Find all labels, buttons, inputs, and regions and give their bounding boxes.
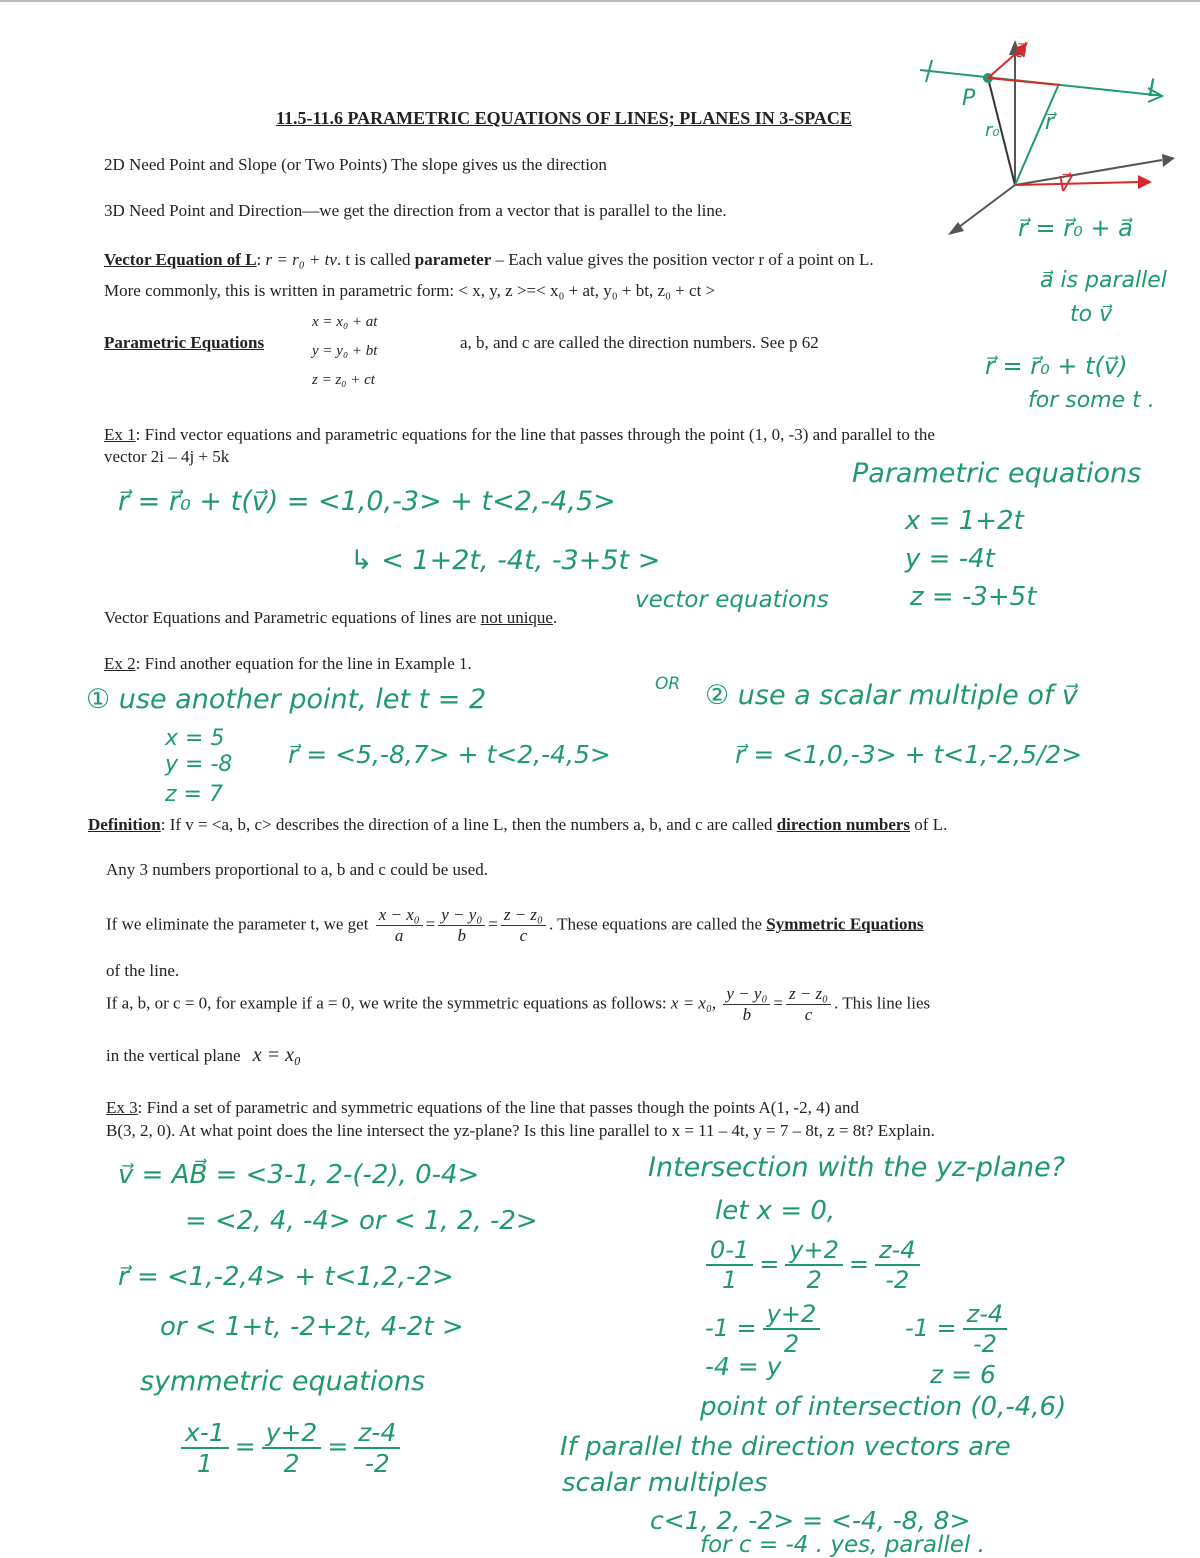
ex3-step-y-lhs: -1 = (705, 1314, 757, 1342)
not-unique-line (104, 608, 557, 628)
ex3-hw-step-y (705, 1300, 826, 1358)
ex3-step-z-frac (963, 1300, 1008, 1358)
ex3-label: Ex 3 (106, 1098, 138, 1117)
ex3-int-z-den: -2 (885, 1266, 910, 1294)
zero-case-end: . This line lies (834, 993, 931, 1013)
ex1-hw-vector-expanded: ↳ < 1+2t, -4t, -3+5t > (350, 545, 661, 576)
ex3-int-x-num: 0-1 (706, 1236, 753, 1266)
vector-equation-line (104, 250, 874, 270)
intro-3d: 3D Need Point and Direction—we get the direction from a vector that is parallel to the line. (104, 201, 727, 220)
parametric-form-line: More commonly, this is written in parametric form: < x, y, z >=< x₀ + at, y₀ + bt, z₀ + ct > (104, 281, 716, 300)
v-vector-arrowhead (1138, 175, 1152, 189)
vector-equation-colon: : (256, 250, 262, 269)
r-vector (1015, 86, 1058, 185)
diagram-for-some-t: for some t . (1028, 388, 1155, 413)
ex3-step-z-den: -2 (972, 1330, 997, 1358)
ex3-hw-r1: r⃗ = <1,-2,4> + t<1,2,-2> (118, 1262, 454, 1292)
ex3-hw-v1: v⃗ = AB⃗ = <3-1, 2-(-2), 0-4> (118, 1160, 480, 1190)
direction-numbers-note: a, b, and c are called the direction numbers. See p 62 (460, 333, 819, 352)
not-unique-end: . (552, 608, 558, 627)
ex1-hw-vector-eq: r⃗ = r⃗₀ + t(v⃗) = <1,0,-3> + t<2,-4,5> (118, 486, 616, 517)
ex3-sym-frac-y (262, 1418, 322, 1478)
ex3-hw-r2: or < 1+t, -2+2t, 4-2t > (160, 1312, 464, 1342)
ex3-step-y-den: 2 (783, 1330, 800, 1358)
zero-frac-z-num: z − z₀ (786, 984, 831, 1005)
sym-frac-y (438, 905, 485, 946)
ex1-text-line1 (104, 425, 935, 445)
ex1-hw-vector-label: vector equations (635, 587, 829, 613)
ex3-sym-z-num: z-4 (354, 1418, 400, 1449)
ex1-hw-y: y = -4t (905, 544, 995, 574)
ex3-step-z-lhs: -1 = (905, 1314, 957, 1342)
y-axis-arrowhead (1162, 154, 1175, 167)
a-vector-along-line (988, 78, 1060, 85)
sym-frac-z (501, 905, 546, 946)
ex1-text-line2: vector 2i – 4j + 5k (104, 447, 230, 466)
diagram-label-P: P (962, 86, 976, 111)
sym-frac-x-den: a (394, 926, 404, 945)
zero-frac-y-den: b (742, 1005, 752, 1024)
sym-eq-1: = (425, 914, 436, 934)
intro-2d: 2D Need Point and Slope (or Two Points) The slope gives us the direction (104, 155, 607, 174)
ex3-hw-parallel-4: for c = -4 . yes, parallel . (700, 1532, 985, 1558)
ex3-int-x-den: 1 (721, 1266, 738, 1294)
ex3-hw-v2: = <2, 4, -4> or < 1, 2, -2> (185, 1206, 538, 1236)
definition-text-b: of L. (910, 815, 948, 834)
vector-equation-text-b: – Each value gives the position vector r of a point on L. (491, 250, 874, 269)
symmetric-line (106, 905, 924, 946)
direction-numbers-term: direction numbers (776, 815, 911, 834)
vertical-plane-eq: x = x₀ (252, 1044, 301, 1066)
diagram-label-r: r⃗ (1045, 110, 1055, 135)
diagram-eq-r: r⃗ = r⃗₀ + a⃗ (1018, 214, 1133, 242)
ex3-hw-z-result: z = 6 (930, 1360, 996, 1389)
ex3-sym-x-num: x-1 (181, 1418, 229, 1449)
ex2-hw-eq2: r⃗ = <1,0,-3> + t<1,-2,5/2> (735, 740, 1083, 769)
ex2-hw-z: z = 7 (165, 782, 223, 807)
ex3-int-y-den: 2 (806, 1266, 822, 1294)
ex3-text-line1 (106, 1098, 859, 1118)
ex1-hw-x: x = 1+2t (905, 506, 1024, 536)
ex3-int-y-num: y+2 (785, 1236, 843, 1266)
ex3-int-frac-x (706, 1236, 753, 1294)
ex3-text-line2: B(3, 2, 0). At what point does the line intersect the yz-plane? Is this line parallel to x = 11 – 4t, y = 7 – 8t, z = 8t? Explain. (106, 1121, 935, 1140)
param-eq-y: y = y₀ + bt (312, 343, 378, 359)
not-unique-ul: not unique (480, 608, 553, 627)
diagram-label-v: V⃗ (1058, 172, 1072, 196)
zero-frac-y (723, 984, 770, 1025)
sym-frac-x (376, 905, 423, 946)
ex2-hw-or: OR (655, 674, 681, 694)
ex2-hw-x: x = 5 (165, 726, 225, 751)
ex2-hw-eq1: r⃗ = <5,-8,7> + t<2,-4,5> (288, 740, 611, 769)
ex3-hw-step-z (905, 1300, 1013, 1358)
ex3-hw-intersection-q: Intersection with the yz-plane? (648, 1152, 1066, 1183)
ex2-label: Ex 2 (104, 654, 136, 673)
sym-frac-y-num: y − y₀ (438, 905, 485, 926)
definition-label: Definition (88, 815, 161, 834)
ex1-text1: : Find vector equations and parametric equations for the line that passes through the point (1, 0, -3) and parallel to the (135, 425, 935, 444)
ex3-int-frac-z (875, 1236, 920, 1294)
ex3-hw-int-eqs: $\frac{0-1}{1}$ = $\frac{y+2}{2}$ = $\frac{z-4}{-2}$ (700, 1236, 926, 1294)
ex3-hw-let-x: let x = 0, (715, 1196, 836, 1226)
scan-top-edge (0, 0, 1200, 2)
ex3-hw-point: point of intersection (0,-4,6) (700, 1392, 1067, 1422)
vector-equation-text-a: . t is called (336, 250, 415, 269)
ex3-int-frac-y (785, 1236, 843, 1294)
symmetric-text-a: If we eliminate the parameter t, we get (106, 914, 369, 934)
ex3-hw-y-result: -4 = y (705, 1352, 782, 1381)
zero-frac-y-num: y − y₀ (723, 984, 770, 1005)
parameter-word: parameter (414, 250, 492, 269)
diagram-to-v: to v⃗ (1070, 302, 1113, 327)
sym-frac-y-den: b (457, 926, 466, 945)
zero-frac-z-den: c (804, 1005, 813, 1024)
ex1-label: Ex 1 (104, 425, 136, 444)
ex2-text: : Find another equation for the line in Example 1. (135, 654, 472, 673)
zero-case-line (106, 984, 930, 1025)
sym-frac-z-den: c (519, 926, 528, 945)
ex3-sym-y-num: y+2 (262, 1418, 322, 1449)
zero-case-text: If a, b, or c = 0, for example if a = 0, we write the symmetric equations as follows: (106, 993, 667, 1013)
line-vector-diagram (900, 30, 1190, 240)
ex3-hw-parallel-3: c<1, 2, -2> = <-4, -8, 8> (650, 1506, 971, 1535)
of-the-line: of the line. (106, 961, 180, 980)
diagram-a-parallel: a⃗ is parallel (1040, 268, 1167, 293)
param-eq-z: z = z₀ + ct (312, 372, 375, 388)
sym-frac-z-num: z − z₀ (501, 905, 546, 926)
vertical-plane-text: in the vertical plane (106, 1046, 241, 1065)
ex1-hw-z: z = -3+5t (910, 582, 1037, 612)
ex3-sym-z-den: -2 (364, 1449, 390, 1478)
ex3-int-z-num: z-4 (875, 1236, 920, 1266)
diagram-eq-r-tv: r⃗ = r⃗₀ + t(v⃗) (985, 352, 1128, 380)
param-eq-x: x = x₀ + at (312, 314, 378, 330)
ex3-step-z-num: z-4 (963, 1300, 1008, 1330)
ex3-step-y-num: y+2 (763, 1300, 821, 1330)
symmetric-text-b: . These equations are called the (548, 914, 767, 934)
symmetric-equations-term: Symmetric Equations (766, 914, 924, 934)
vector-equation-label: Vector Equation of L (104, 250, 257, 269)
diagram-label-a: a⃗ (1015, 38, 1028, 62)
vector-equation-formula: r = r₀ + tv (265, 250, 337, 269)
parametric-equations-label: Parametric Equations (104, 333, 265, 352)
ex3-hw-parallel-1: If parallel the direction vectors are (560, 1432, 1011, 1462)
ex1-hw-parametric-label: Parametric equations (852, 458, 1142, 489)
x-axis (955, 185, 1015, 230)
definition-text-a: : If v = <a, b, c> describes the direction of a line L, then the numbers a, b, and c are called (160, 815, 777, 834)
vertical-plane-line (106, 1044, 301, 1067)
ex3-step-y-frac (763, 1300, 821, 1358)
zero-case-x: x = x₀, (670, 993, 717, 1013)
definition-line (88, 815, 947, 835)
diagram-label-r0: r₀ (985, 120, 1000, 141)
zero-frac-z (786, 984, 831, 1025)
ex3-hw-parallel-2: scalar multiples (562, 1468, 768, 1498)
not-unique-text: Vector Equations and Parametric equations of lines are (104, 608, 481, 627)
zero-eq: = (773, 993, 783, 1013)
ex3-sym-x-den: 1 (196, 1449, 213, 1478)
ex3-hw-sym-eqs: $\frac{x-1}{1}$ = $\frac{y+2}{2}$ = $\frac{z-4}{-2}$ (175, 1418, 406, 1478)
ex3-sym-y-den: 2 (283, 1449, 300, 1478)
ex2-text-line (104, 654, 472, 674)
diagram-label-L: L (1148, 74, 1162, 102)
page-title: 11.5-11.6 PARAMETRIC EQUATIONS OF LINES; PLANES IN 3-SPACE (276, 108, 852, 128)
sym-frac-x-num: x − x₀ (376, 905, 423, 926)
ex2-hw-y: y = -8 (165, 752, 233, 777)
ex2-hw-option1: ① use another point, let t = 2 (86, 684, 487, 715)
ex2-hw-option2: ② use a scalar multiple of v⃗ (705, 680, 1078, 711)
any-three-numbers: Any 3 numbers proportional to a, b and c could be used. (106, 860, 488, 879)
ex3-text1: : Find a set of parametric and symmetric equations of the line that passes though the points A(1, -2, 4) and (137, 1098, 860, 1117)
ex3-sym-frac-x (181, 1418, 229, 1478)
ex3-hw-sym-label: symmetric equations (140, 1366, 426, 1397)
sym-eq-2: = (488, 914, 498, 934)
ex3-sym-frac-z (354, 1418, 400, 1478)
